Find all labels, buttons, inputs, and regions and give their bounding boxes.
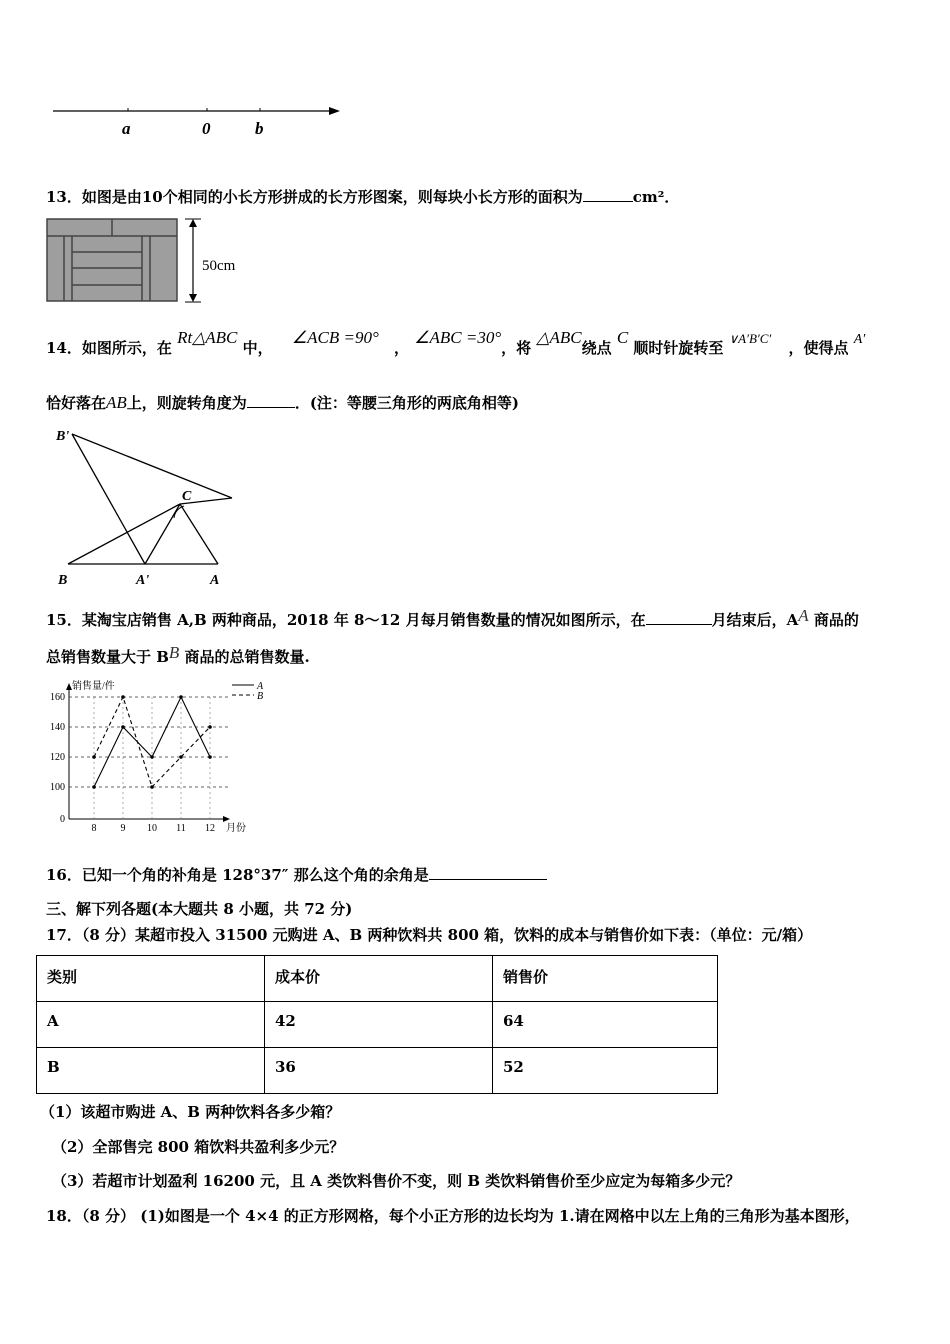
label-a: a <box>122 119 131 138</box>
answer-blank-14[interactable] <box>247 393 295 408</box>
table-header: 类别 <box>37 956 265 1002</box>
question-18: 18．（8 分） (1)如图是一个 4×4 的正方形网格，每个小正方形的边长均为 1.请在网格中以左上角的三角形为基本图形， <box>46 1207 860 1225</box>
x-tick-label: 8 <box>91 823 97 834</box>
data-point-A <box>92 785 96 789</box>
y-axis-label: 销售量/件 <box>72 681 115 692</box>
data-point-B <box>150 785 154 789</box>
label-b: b <box>255 119 264 138</box>
fig-label-c: C <box>182 489 192 504</box>
answer-blank-13[interactable] <box>583 187 633 202</box>
question-17-sub2: （2）全部售完 800 箱饮料共盈利多少元？ <box>52 1138 345 1156</box>
table-cell: 52 <box>493 1048 718 1094</box>
answer-blank-16[interactable] <box>429 865 547 880</box>
question-17-sub3: （3）若超市计划盈利 16200 元，且 A 类饮料售价不变，则 B 类饮料销售价至少应定为每箱多少元？ <box>52 1172 741 1190</box>
x-tick-label: 12 <box>205 823 215 834</box>
section-heading: 三、解下列各题(本大题共 8 小题，共 72 分) <box>46 900 353 918</box>
table-row <box>37 1048 718 1094</box>
x-axis-arrow <box>223 816 230 822</box>
data-point-A <box>179 695 183 699</box>
data-point-A <box>208 755 212 759</box>
table-cell: 42 <box>265 1002 493 1048</box>
fig-label-bprime: B' <box>56 429 70 444</box>
data-point-B <box>121 695 125 699</box>
x-tick-label: 10 <box>147 823 157 834</box>
data-point-B <box>208 725 212 729</box>
dimension-label: 50cm <box>202 258 236 274</box>
question-17: 17．（8 分）某超市投入 31500 元购进 A、B 两种饮料共 800 箱，饮料的成本与销售价如下表：（单位：元/箱） <box>46 926 813 944</box>
y-tick-label: 160 <box>50 692 65 703</box>
data-point-A <box>150 755 154 759</box>
rectangle-pattern-figure <box>46 218 266 308</box>
table-header: 成本价 <box>265 956 493 1002</box>
x-axis-label: 月份 <box>226 823 246 834</box>
table-cell: 64 <box>493 1002 718 1048</box>
fig-label-aprime: A' <box>136 573 150 588</box>
question-17-sub1: （1）该超市购进 A、B 两种饮料各多少箱？ <box>40 1103 341 1121</box>
table-header: 销售价 <box>493 956 718 1002</box>
fig-label-a: A <box>210 573 220 588</box>
data-point-A <box>121 725 125 729</box>
table-cell: A <box>37 1002 265 1048</box>
table-row <box>37 1002 718 1048</box>
y-tick-label: 120 <box>50 752 65 763</box>
legend-label-B: B <box>257 691 264 702</box>
x-tick-label: 9 <box>120 823 126 834</box>
question-14-line2: 恰好落在AB上，则旋转角度为 ．(注：等腰三角形的两底角相等) <box>46 393 520 412</box>
sales-line-chart <box>36 677 276 837</box>
data-point-B <box>92 755 96 759</box>
question-14-line1: 14．如图所示，在 Rt△ABC 中， ∠ACB =90° ， ∠ABC =30°，将 △ABC绕点 C 顺时针旋转至 ∨A′B′C′ ，使得点 A′ <box>46 328 866 357</box>
y-tick-label: 0 <box>60 814 65 825</box>
answer-blank-15[interactable] <box>646 610 712 625</box>
price-table <box>36 955 718 1094</box>
question-15-line2: 总销售数量大于 BB 商品的总销售数量. <box>46 643 310 666</box>
table-cell: B <box>37 1048 265 1094</box>
question-16: 16．已知一个角的补角是 128°37″ 那么这个角的余角是 <box>46 864 547 885</box>
table-cell: 36 <box>265 1048 493 1094</box>
number-line-figure <box>50 100 350 145</box>
label-zero: 0 <box>202 119 211 138</box>
question-15-line1: 15．某淘宝店销售 A,B 两种商品，2018 年 8～12 月每月销售数量的情况如图所示，在 月结束后，AA 商品的 <box>46 606 859 629</box>
table-header-row <box>37 956 718 1002</box>
fig-label-b: B <box>58 573 68 588</box>
data-point-B <box>179 755 183 759</box>
x-tick-label: 11 <box>176 823 186 834</box>
legend-label-A: A <box>257 681 264 692</box>
rotation-triangle-figure <box>50 422 240 592</box>
question-13: 13．如图是由10个相同的小长方形拼成的长方形图案，则每块小长方形的面积为 cm²． <box>46 188 680 206</box>
y-tick-label: 100 <box>50 782 65 793</box>
y-tick-label: 140 <box>50 722 65 733</box>
